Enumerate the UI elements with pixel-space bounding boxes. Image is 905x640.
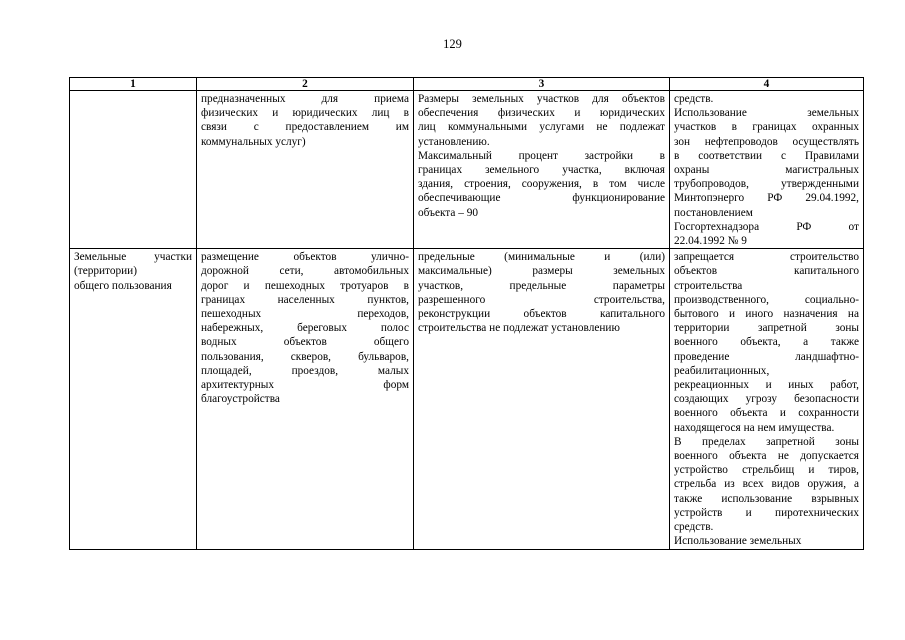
cell-text-line: Госгортехнадзора РФ от: [674, 220, 859, 233]
cell-text-line: пешеходных переходов,: [201, 308, 409, 321]
cell-text-line: объекта – 90: [418, 206, 478, 219]
cell-text-line: границах населенных пунктов,: [201, 293, 409, 306]
cell-text-line: реабилитационных,: [674, 364, 770, 377]
cell-text-line: производственного, социально-: [674, 293, 859, 306]
cell-text-line: находящегося на нем имущества.: [674, 421, 835, 434]
cell-text-line: (территории): [74, 265, 137, 278]
table-row: [70, 91, 864, 249]
cell-text-line: 22.04.1992 № 9: [674, 235, 747, 248]
cell-text-line: Максимальный процент застройки в: [418, 149, 665, 162]
column-header-4: 4: [670, 78, 864, 91]
table-cell-2: [197, 249, 414, 549]
cell-text-line: физических и юридических лиц в: [201, 107, 409, 120]
cell-text-line: строительства не подлежат установлению: [418, 322, 620, 335]
cell-text-line: площадей, проездов, малых: [201, 364, 409, 377]
cell-text-line: Земельные участки: [74, 251, 192, 264]
column-header-1: 1: [70, 78, 197, 91]
cell-text-line: В пределах запретной зоны: [674, 435, 859, 448]
cell-text-line: Размеры земельных участков для объектов: [418, 93, 665, 105]
page-number: 129: [443, 37, 462, 51]
cell-text-line: общего пользования: [74, 279, 172, 292]
cell-text-line: предназначенных для приема: [201, 93, 409, 105]
cell-text-line: дорог и пешеходных тротуаров в: [201, 279, 409, 292]
cell-text-line: запрещается строительство: [674, 251, 859, 264]
cell-text-line: размещение объектов улично-: [201, 251, 409, 264]
cell-text-line: архитектурных форм: [201, 379, 409, 392]
cell-text-line: объектов капитального: [674, 265, 859, 278]
cell-text-line: Использование земельных: [674, 535, 802, 548]
regulations-table: [69, 77, 864, 550]
cell-text-line: средств.: [674, 521, 714, 534]
cell-text-line: благоустройства: [201, 393, 280, 406]
table-cell-1: [70, 249, 197, 549]
table-header-row: [70, 78, 864, 91]
cell-text-line: лиц коммунальными услугами не подлежат: [418, 121, 665, 134]
column-header-2: 2: [197, 78, 414, 91]
cell-text-line: военного объекта, а также: [674, 336, 859, 349]
cell-text-line: водных объектов общего: [201, 336, 409, 349]
cell-text-line: средств.: [674, 93, 714, 105]
cell-text-line: создающих угрозу безопасности: [674, 393, 859, 406]
cell-text-line: военного объекта не допускается: [674, 450, 859, 463]
cell-text-line: установлению.: [418, 135, 490, 148]
cell-text-line: дорожной сети, автомобильных: [201, 265, 409, 278]
cell-text-line: проведение ландшафтно-: [674, 350, 859, 363]
table-cell-1: [70, 91, 197, 249]
cell-text-line: зон нефтепроводов осуществлять: [674, 135, 859, 148]
cell-text-line: границах земельного участка, включая: [418, 164, 665, 177]
cell-text-line: территории запретной зоны: [674, 322, 859, 335]
cell-text-line: также использование взрывных: [674, 492, 859, 505]
table-cell-3: [414, 249, 670, 549]
cell-text-line: устройств и пиротехнических: [674, 506, 859, 519]
table-row: [70, 249, 864, 549]
cell-text-line: бытового и иного назначения на: [674, 308, 859, 321]
table-cell-3: [414, 91, 670, 249]
cell-text-line: устройство стрельбищ и тиров,: [674, 464, 859, 477]
cell-text-line: здания, строения, сооружения, в том числе: [418, 178, 665, 191]
cell-text-line: максимальные) размеры земельных: [418, 265, 665, 278]
table-cell-4: [670, 91, 864, 249]
cell-text-line: военного объекта и сохранности: [674, 407, 859, 420]
column-header-3: 3: [414, 78, 670, 91]
cell-text-line: участков, предельные параметры: [418, 279, 665, 292]
cell-text-line: обеспечения физических и юридических: [418, 107, 665, 120]
table-cell-2: [197, 91, 414, 249]
cell-text-line: набережных, береговых полос: [201, 322, 409, 335]
cell-text-line: предельные (минимальные и (или): [418, 251, 665, 264]
cell-text-line: охраны магистральных: [674, 164, 859, 177]
cell-text-line: постановлением: [674, 206, 753, 219]
cell-text-line: разрешенного строительства,: [418, 293, 665, 306]
table-cell-4: [670, 249, 864, 549]
cell-text-line: реконструкции объектов капитального: [418, 308, 665, 321]
cell-text-line: участков в границах охранных: [674, 121, 859, 134]
cell-text-line: в соответствии с Правилами: [674, 149, 859, 162]
cell-text-line: строительства: [674, 279, 743, 292]
cell-text-line: пользования, скверов, бульваров,: [201, 350, 409, 363]
cell-text-line: трубопроводов, утвержденными: [674, 178, 859, 191]
cell-text-line: обеспечивающие функционирование: [418, 192, 665, 205]
cell-text-line: коммунальных услуг): [201, 135, 306, 148]
cell-text-line: рекреационных и иных работ,: [674, 379, 859, 392]
cell-text-line: связи с предоставлением им: [201, 121, 409, 134]
cell-text-line: стрельба из всех видов оружия, а: [674, 478, 859, 491]
cell-text-line: Минтопэнерго РФ 29.04.1992,: [674, 192, 859, 205]
cell-text-line: Использование земельных: [674, 107, 859, 120]
